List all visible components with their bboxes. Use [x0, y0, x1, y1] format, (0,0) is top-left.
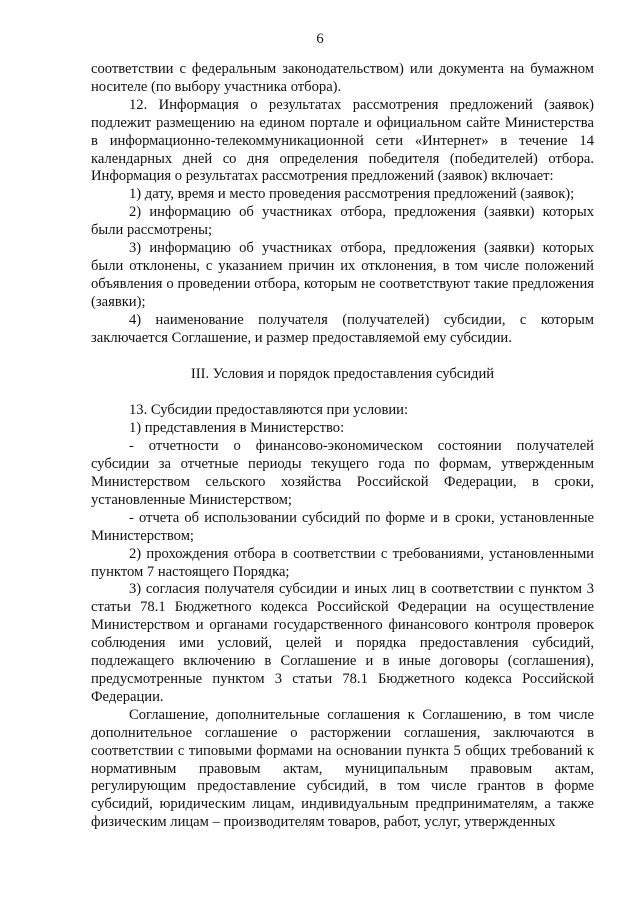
list-subitem-reporting: - отчетности о финансово-экономическом состоянии получателей субсидии за отчетные периоды текущего года по формам, утвержденным Министерством сельского хозяйства Российской Федерации, в сроки, установленные Министерством; — [91, 438, 594, 508]
page-number: 6 — [316, 31, 324, 47]
list-item-13-1: 1) представления в Министерство: — [129, 420, 345, 437]
list-item-12-1: 1) дату, время и место проведения рассмотрения предложений (заявок); — [129, 186, 575, 203]
document-body — [91, 61, 594, 832]
paragraph-agreement: Соглашение, дополнительные соглашения к Соглашению, в том числе дополнительное соглашение о расторжении соглашения, заключаются в соответствии с типовыми формами на основании пункта 5 общих требований к нормативным правовым актам, муниципальным правовым актам, регулирующим предоставление субсидий, в том числе грантов в форме субсидий, юридическим лицам, индивидуальным предпринимателям, а также физическим лицам – производителям товаров, работ, услуг, утвержденных — [91, 706, 594, 831]
list-item-12-4: 4) наименование получателя (получателей) субсидии, с которым заключается Соглашение, и размер предоставляемой ему субсидии. — [91, 311, 594, 346]
list-item-12-3: 3) информацию об участниках отбора, предложения (заявки) которых были отклонены, с указанием причин их отклонения, в том числе положений объявления о проведении отбора, которым не соответствуют такие предложения (заявки); — [91, 240, 594, 310]
list-subitem-usage-report: - отчета об использовании субсидий по форме и в сроки, установленные Министерством; — [91, 509, 594, 544]
list-item-12-2: 2) информацию об участниках отбора, предложения (заявки) которых были рассмотрены; — [91, 204, 594, 239]
list-item-13-3: 3) согласия получателя субсидии и иных лиц в соответствии с пунктом 3 статьи 78.1 Бюджетного кодекса Российской Федерации на осуществление Министерством и органами государственного финансового контроля проверок соблюдения ими условий, целей и порядка предоставления субсидий, подлежащего включению в Соглашение и в иные договоры (соглашения), предусмотренные пунктом 3 статьи 78.1 Бюджетного кодекса Российской Федерации. — [91, 581, 594, 705]
paragraph-item-13: 13. Субсидии предоставляются при условии: — [129, 402, 409, 419]
paragraph-item-12: 12. Информация о результатах рассмотрения предложений (заявок) подлежит размещению на едином портале и официальном сайте Министерства в информационно-телекоммуникационной сети «Интернет» в течение 14 календарных дней со дня определения победителя (победителей) отбора. Информация о результатах рассмотрения предложений (заявок) включает: — [91, 96, 594, 185]
section-heading: III. Условия и порядок предоставления субсидий — [190, 365, 495, 382]
list-item-13-2: 2) прохождения отбора в соответствии с требованиями, установленными пунктом 7 настоящего Порядка; — [91, 545, 594, 580]
paragraph-continuation: соответствии с федеральным законодательством) или документа на бумажном носителе (по выбору участника отбора). — [91, 61, 594, 95]
